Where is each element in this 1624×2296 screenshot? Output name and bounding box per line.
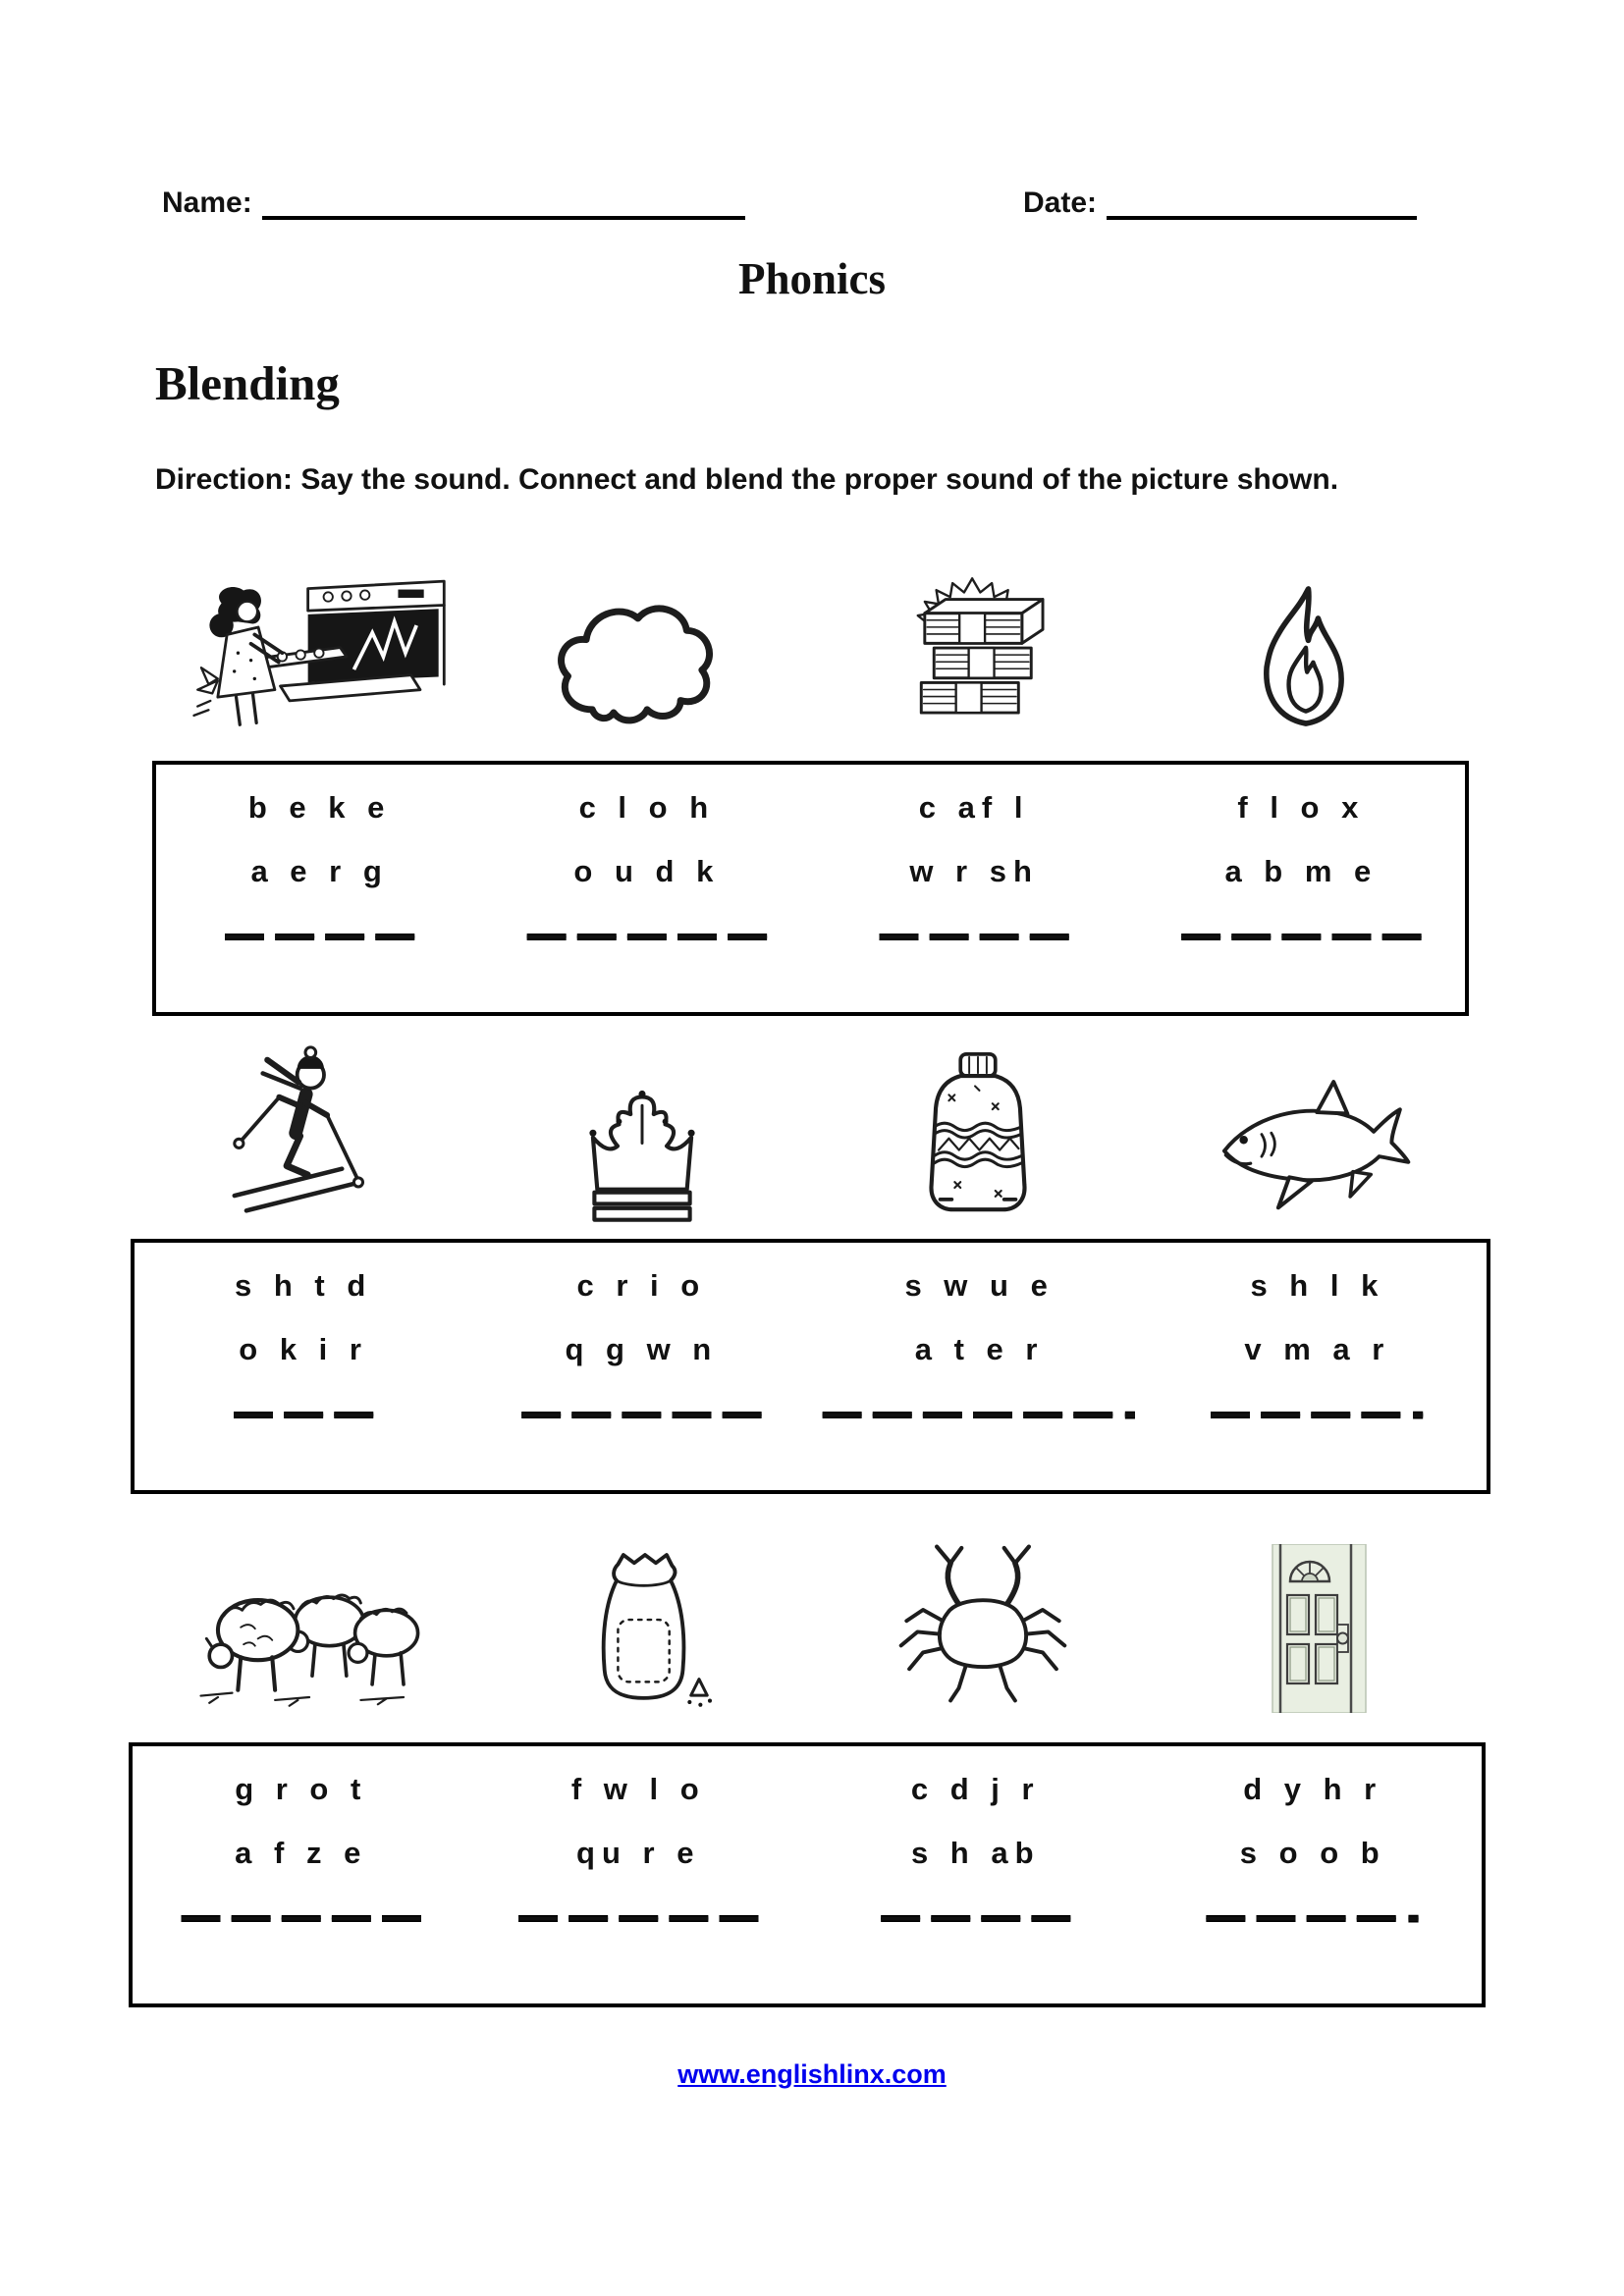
letter-option-bottom: o u d k (573, 854, 721, 888)
name-line[interactable] (262, 187, 745, 220)
word-box-2 (131, 1239, 1490, 1494)
name-field-group (162, 187, 745, 220)
letter-option-bottom: w r sh (909, 854, 1039, 888)
crab-image (890, 1541, 1076, 1713)
answer-blank[interactable]: — — — — — (518, 1895, 759, 1938)
answer-blank[interactable]: — — — — — (1181, 913, 1422, 956)
date-label: Date: (1023, 187, 1098, 219)
money-stack-image (893, 571, 1056, 743)
letter-option-bottom: s o o b (1239, 1836, 1386, 1870)
picture-row-2 (137, 1036, 1483, 1227)
letter-option-bottom: v m a r (1244, 1332, 1391, 1366)
letter-option-bottom: qu r e (576, 1836, 701, 1870)
cloud-image (545, 591, 746, 743)
answer-blank[interactable]: — — — — — — - (822, 1391, 1137, 1434)
door-image (1272, 1544, 1367, 1713)
word-cell (133, 1746, 470, 2003)
sheep-flock-image (181, 1556, 441, 1713)
letter-option-bottom: a f z e (235, 1836, 368, 1870)
picture-row-3 (142, 1536, 1488, 1713)
answer-blank[interactable]: — — — — (881, 1895, 1071, 1938)
crown-image (560, 1065, 725, 1227)
letter-option-top: c l o h (578, 790, 716, 825)
word-box-1 (152, 761, 1469, 1016)
page-title: Phonics (737, 254, 887, 303)
word-cell (483, 765, 810, 1012)
word-cell (807, 1746, 1145, 2003)
letter-option-top: g r o t (235, 1772, 368, 1806)
answer-blank[interactable]: — — — — — (181, 1895, 421, 1938)
letter-option-top: d y h r (1243, 1772, 1383, 1806)
word-cell (470, 1746, 808, 2003)
letter-option-bottom: a b m e (1224, 854, 1379, 888)
sweater-image (904, 1045, 1052, 1227)
word-cell (1145, 1746, 1483, 2003)
website-link[interactable]: www.englishlinx.com (677, 2059, 947, 2089)
letter-option-top: s w u e (904, 1268, 1055, 1303)
word-cell (1138, 765, 1465, 1012)
word-cell (811, 765, 1138, 1012)
direction-text: Direction: Say the sound. Connect and blend the proper sound of the picture shown. (155, 463, 1339, 496)
section-heading: Blending (155, 356, 340, 410)
baking-oven-image (170, 568, 464, 743)
fire-image (1242, 584, 1365, 743)
word-cell (811, 1243, 1149, 1490)
answer-blank[interactable]: — — — — — (526, 913, 768, 956)
sack-image (573, 1544, 721, 1713)
answer-blank[interactable]: — — — — — (521, 1391, 762, 1434)
picture-row-1 (152, 561, 1468, 743)
letter-option-top: f l o x (1237, 790, 1366, 825)
letter-option-bottom: o k i r (239, 1332, 368, 1366)
answer-blank[interactable]: — — — (234, 1391, 374, 1434)
letter-option-bottom: a t e r (914, 1332, 1045, 1366)
answer-blank[interactable]: — — — — - (1206, 1895, 1421, 1938)
word-cell (472, 1243, 810, 1490)
letter-option-top: b e k e (247, 790, 392, 825)
word-cell (135, 1243, 472, 1490)
answer-blank[interactable]: — — — — (879, 913, 1069, 956)
letter-option-top: c d j r (910, 1772, 1041, 1806)
letter-option-top: f w l o (570, 1772, 706, 1806)
name-label: Name: (162, 187, 252, 219)
letter-option-top: c r i o (576, 1268, 707, 1303)
answer-blank[interactable]: — — — — - (1210, 1391, 1425, 1434)
skier-image (218, 1041, 393, 1227)
letter-option-top: c af l (918, 790, 1030, 825)
letter-option-bottom: a e r g (250, 854, 389, 888)
letter-option-top: s h t d (234, 1268, 373, 1303)
date-line[interactable] (1107, 187, 1417, 220)
shark-image (1209, 1068, 1420, 1227)
word-cell (1149, 1243, 1487, 1490)
date-field-group (1023, 187, 1417, 220)
letter-option-bottom: q g w n (565, 1332, 719, 1366)
letter-option-top: s h l k (1250, 1268, 1385, 1303)
word-box-3 (129, 1742, 1486, 2007)
letter-option-bottom: s h ab (910, 1836, 1041, 1870)
word-cell (156, 765, 483, 1012)
answer-blank[interactable]: — — — — (224, 913, 415, 956)
